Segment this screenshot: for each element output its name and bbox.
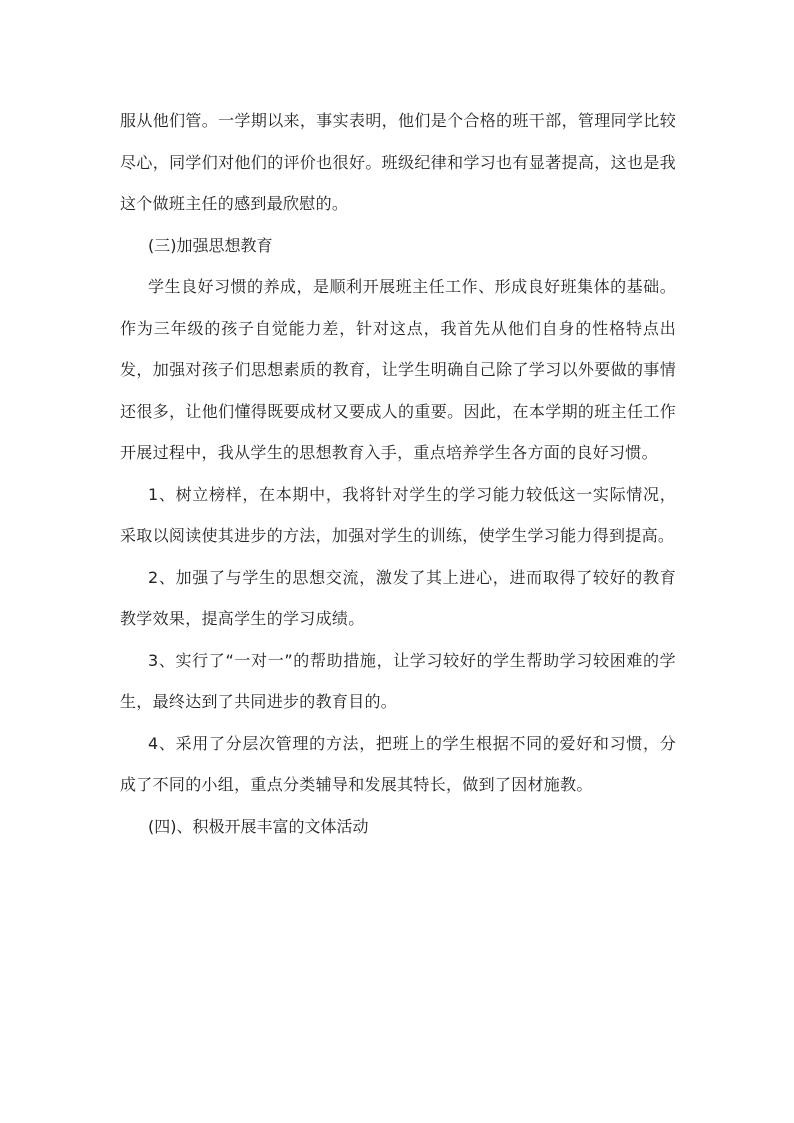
section-heading-ideological-education: (三)加强思想教育 (148, 235, 273, 255)
paragraph-class-cadres-summary: 服从他们管。一学期以来，事实表明，他们是个合格的班干部，管理同学比较尽心，同学们对他们的评价也很好。班级纪律和学习也有显著提高，这也是我这个做班主任的感到最欣慰的。 (120, 111, 676, 213)
document-body (120, 100, 676, 847)
list-item-2-communication: 2、加强了与学生的思想交流，激发了其上进心，进而取得了较好的教育教学效果，提高学生的学习成绩。 (120, 567, 676, 628)
list-item-3-one-on-one: 3、实行了“一对一”的帮助措施，让学习较好的学生帮助学习较困难的学生，最终达到了共同进步的教育目的。 (120, 650, 676, 711)
section-heading-cultural-activities: (四)、积极开展丰富的文体活动 (148, 816, 369, 836)
list-item-4-tiered-management: 4、采用了分层次管理的方法，把班上的学生根据不同的爱好和习惯，分成了不同的小组，重点分类辅导和发展其特长，做到了因材施教。 (120, 733, 676, 794)
list-item-1-role-models: 1、树立榜样，在本期中，我将针对学生的学习能力较低这一实际情况，采取以阅读使其进步的方法，加强对学生的训练，使学生学习能力得到提高。 (120, 484, 676, 545)
paragraph-good-habits: 学生良好习惯的养成，是顺利开展班主任工作、形成良好班集体的基础。作为三年级的孩子自觉能力差，针对这点，我首先从他们自身的性格特点出发，加强对孩子们思想素质的教育，让学生明确自己除了学习以外要做的事情还很多，让他们懂得既要成材又要成人的重要。因此，在本学期的班主任工作开展过程中，我从学生的思想教育入手，重点培养学生各方面的良好习惯。 (120, 277, 676, 462)
